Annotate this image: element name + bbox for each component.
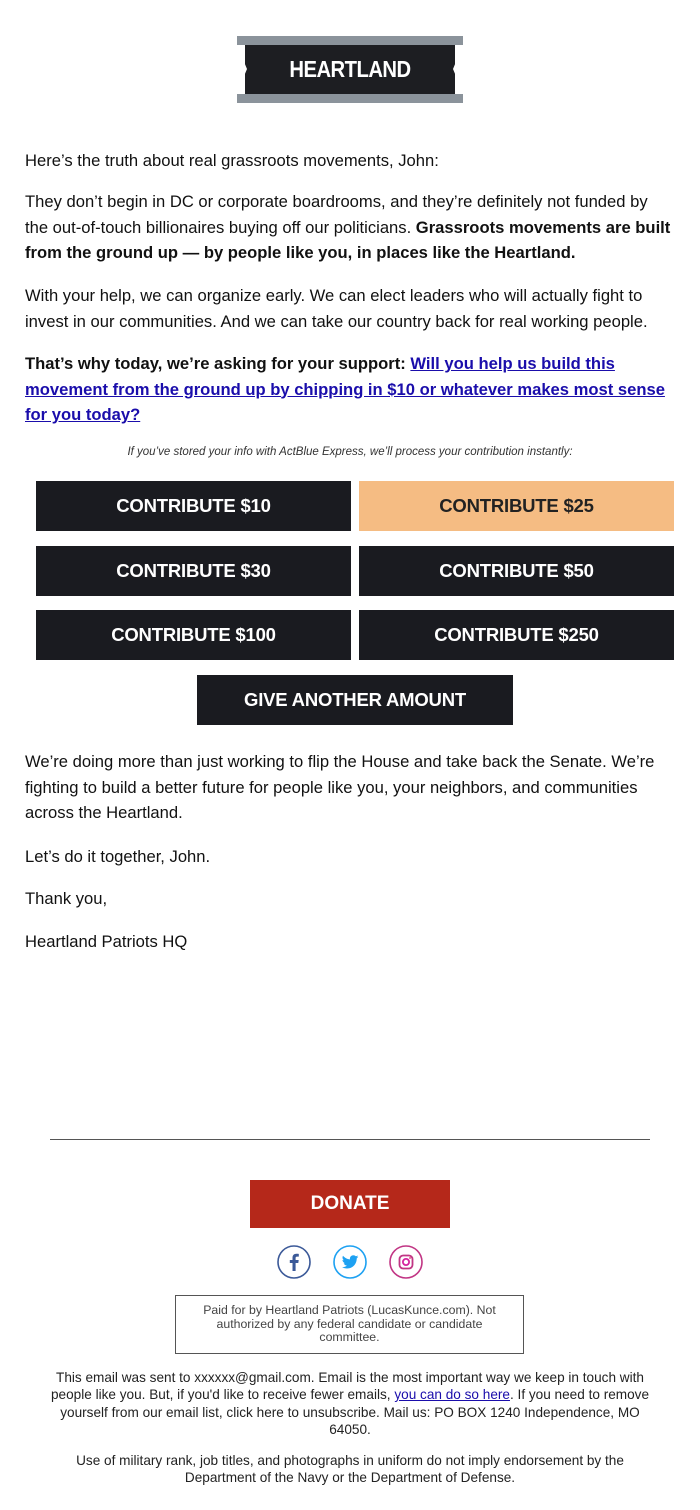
contribute-25-button[interactable]: CONTRIBUTE $25 xyxy=(359,481,674,531)
contribute-10-button[interactable]: CONTRIBUTE $10 xyxy=(36,481,351,531)
ask-bold-text: That’s why today, we’re asking for your support: xyxy=(25,354,411,373)
contribute-100-button[interactable]: CONTRIBUTE $100 xyxy=(36,610,351,660)
together-paragraph: Let’s do it together, John. xyxy=(25,847,211,866)
signature-line: Heartland Patriots HQ xyxy=(25,932,188,951)
donate-button[interactable]: DONATE xyxy=(250,1180,450,1228)
twitter-icon[interactable] xyxy=(333,1245,367,1279)
paid-for-disclaimer: Paid for by Heartland Patriots (LucasKunce.com). Not authorized by any federal candidate or candidate committee. xyxy=(175,1295,524,1354)
unsubscribe-text: . If you need to remove yourself from our email list, click here to unsubscribe. Mail us: PO BOX 1240 Independence, MO 64050. xyxy=(60,1387,650,1437)
email-info-footer xyxy=(45,1369,655,1438)
logo-left-notch xyxy=(237,45,247,93)
ask-paragraph xyxy=(25,351,675,428)
footer-divider xyxy=(50,1139,650,1140)
greeting-paragraph: Here’s the truth about real grassroots movements, John: xyxy=(25,151,439,170)
fewer-emails-link[interactable]: you can do so here xyxy=(394,1387,510,1403)
instagram-icon[interactable] xyxy=(389,1245,423,1279)
sent-to-text: This email was sent to xxxxxx@gmail.com. Email is the most important way we keep in touch with people like you. But, if you'd like to receive fewer emails, xyxy=(50,1370,644,1403)
military-disclaimer: Use of military rank, job titles, and photographs in uniform do not imply endorsement by the Department of the Navy or the Department of Defense. xyxy=(76,1453,624,1486)
facebook-icon[interactable] xyxy=(277,1245,311,1279)
grassroots-bold-text: Grassroots movements are built from the ground up — by people like you, in places like the Heartland. xyxy=(25,217,671,262)
contribute-50-button[interactable]: CONTRIBUTE $50 xyxy=(359,546,674,596)
logo-text: HEARTLAND PATRIOTS xyxy=(289,56,411,131)
thank-you-line: Thank you, xyxy=(25,889,108,908)
give-another-amount-button[interactable]: GIVE ANOTHER AMOUNT xyxy=(197,675,513,725)
logo-right-notch xyxy=(453,45,463,93)
contribute-250-button[interactable]: CONTRIBUTE $250 xyxy=(359,610,674,660)
contribute-30-button[interactable]: CONTRIBUTE $30 xyxy=(36,546,351,596)
grassroots-text: They don’t begin in DC or corporate boardrooms, and they’re definitely not funded by the out-of-touch billionaires buying off our politicians. xyxy=(25,192,648,237)
organize-paragraph: With your help, we can organize early. We can elect leaders who will actually fight to invest in our communities. And we can take our country back for real working people. xyxy=(25,286,648,331)
actblue-note: If you’ve stored your info with ActBlue Express, we’ll process your contribution instantly: xyxy=(127,446,573,458)
grassroots-paragraph xyxy=(25,189,675,266)
donate-ask-link[interactable]: Will you help us build this movement from the ground up by chipping in $10 or whatever makes most sense for you today? xyxy=(25,354,665,424)
heartland-patriots-logo[interactable] xyxy=(237,36,463,131)
future-paragraph: We’re doing more than just working to flip the House and take back the Senate. We’re fighting to build a better future for people like you, your neighbors, and communities across the Heartland. xyxy=(25,752,655,822)
logo-bottom-bar xyxy=(237,94,463,103)
logo-top-bar xyxy=(237,36,463,45)
